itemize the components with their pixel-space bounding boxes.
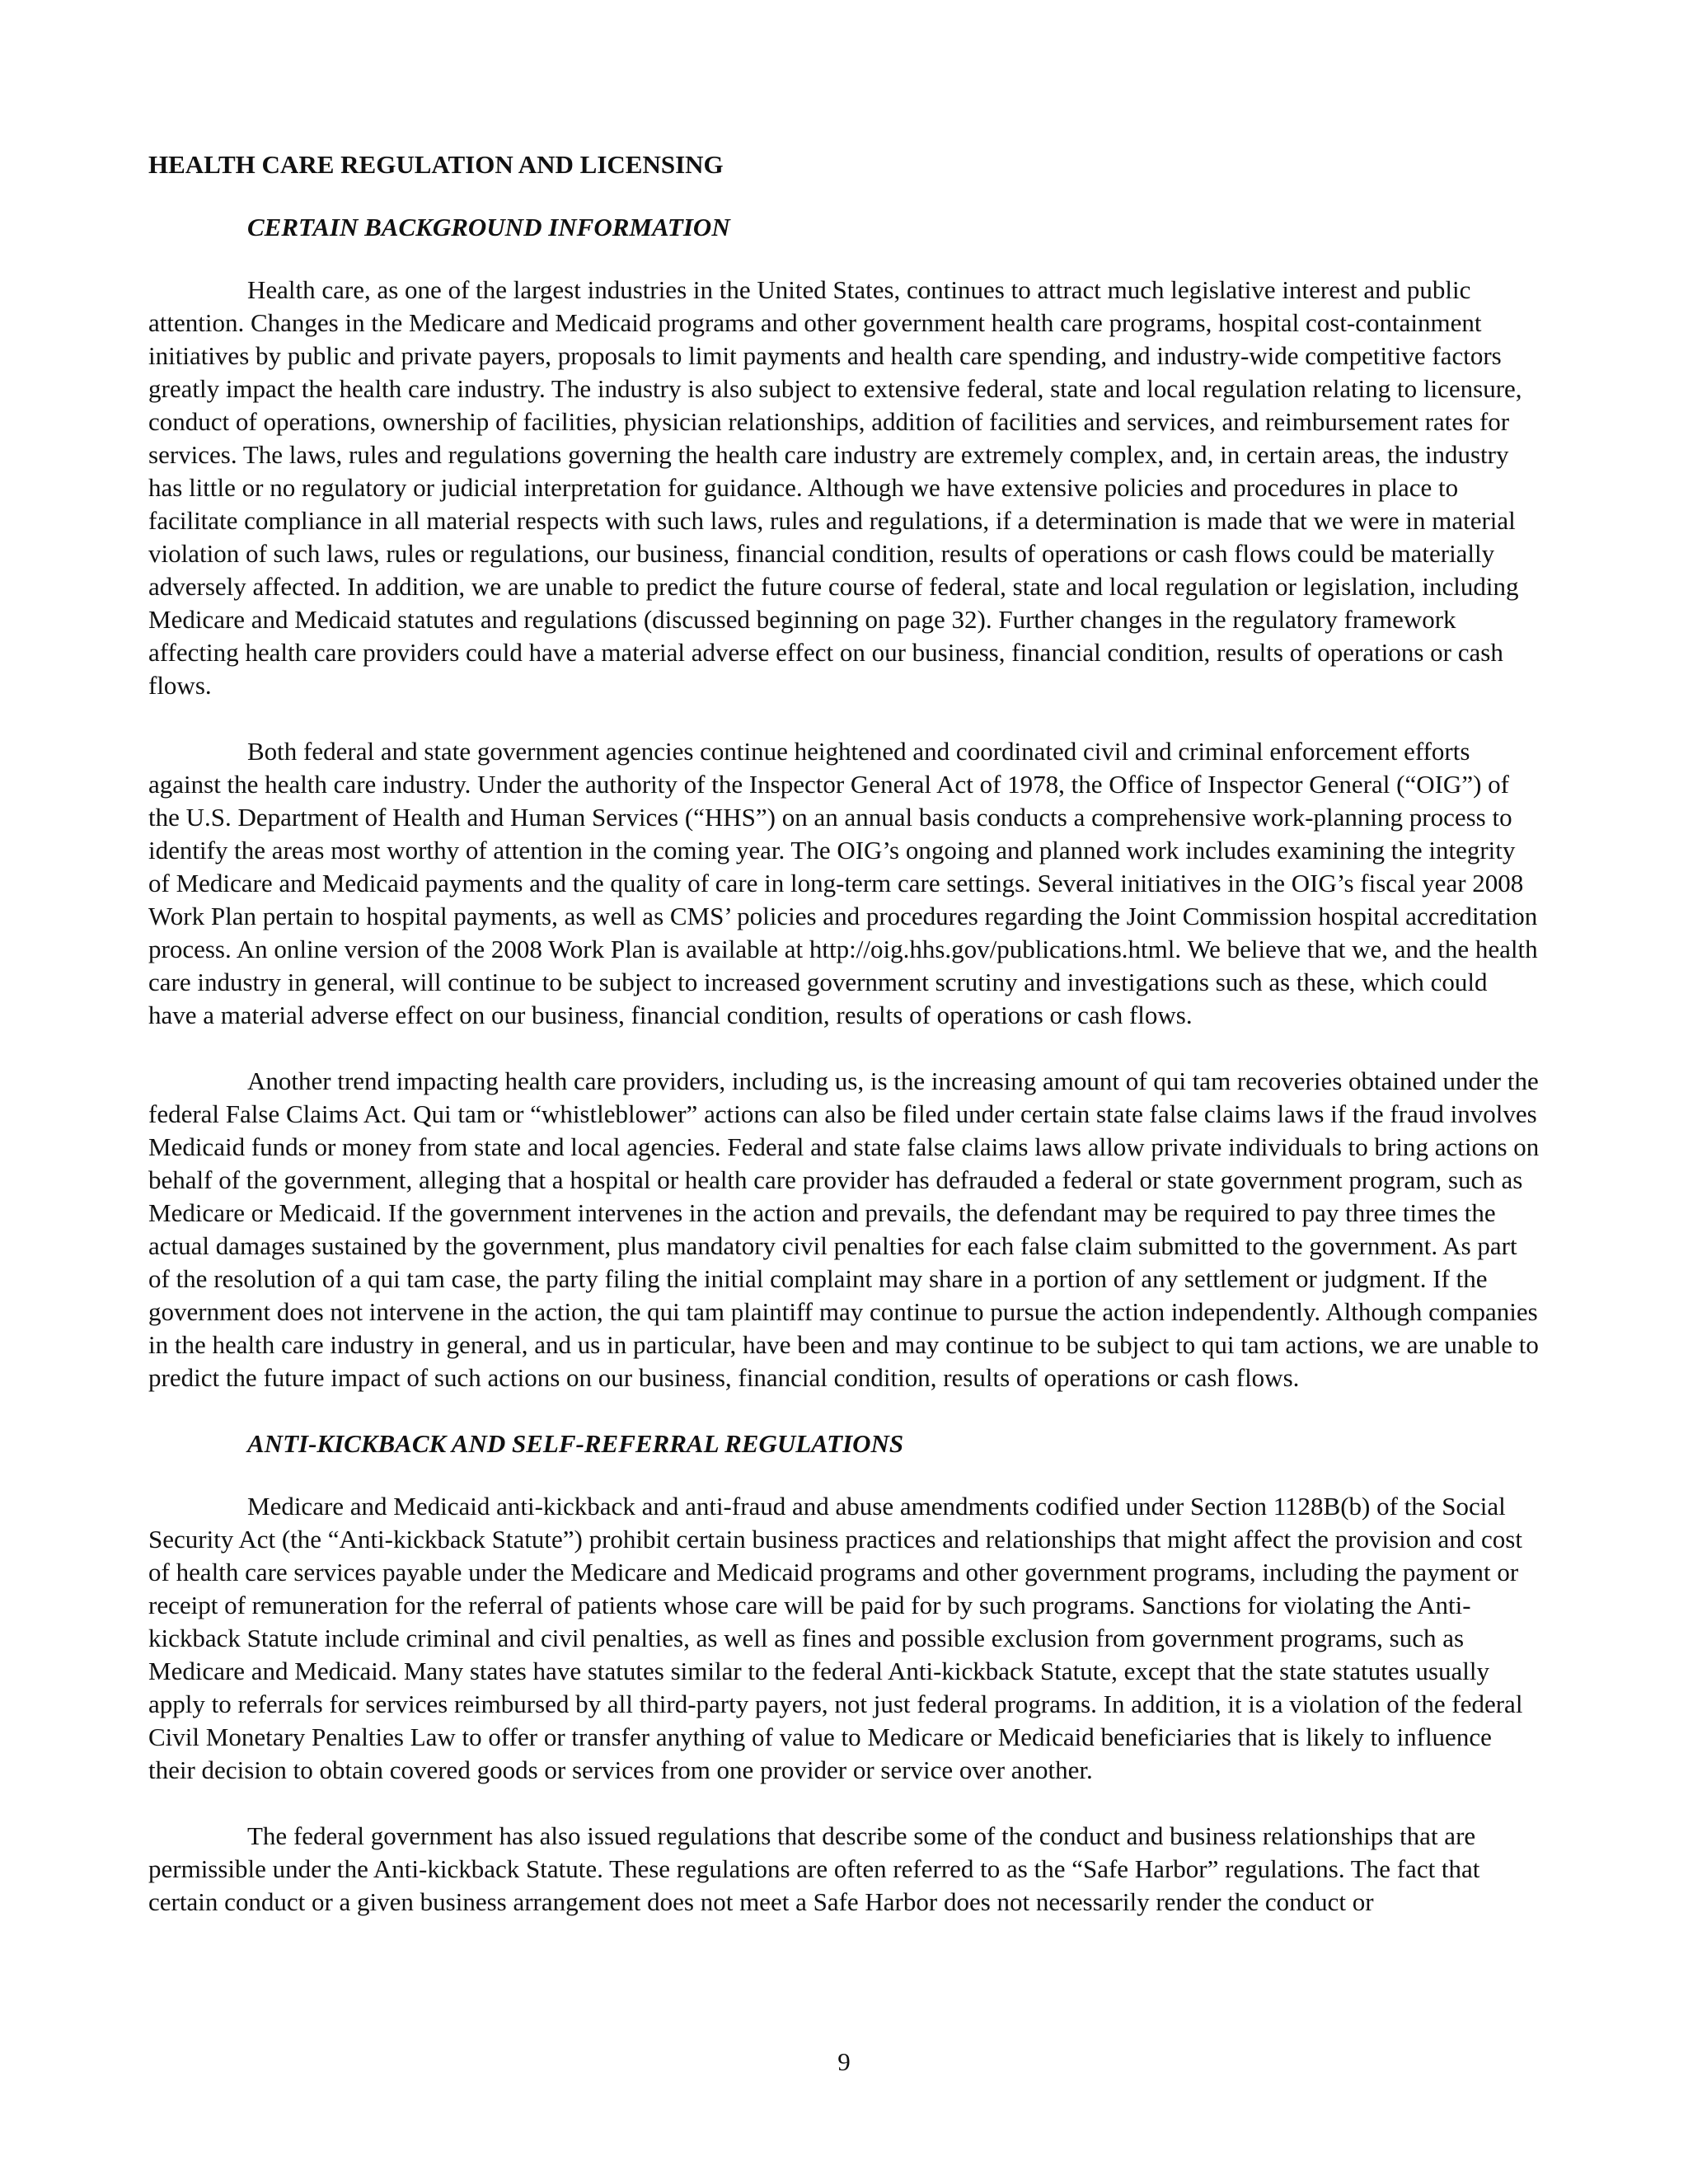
paragraph-anti-kickback-1: Medicare and Medicaid anti-kickback and anti-fraud and abuse amendments codified under Section 1128B(b) of the Social Security Act (the “Anti-kickback Statute”) prohibit certain business practices and relationships that might affect the provision and cost of health care services payable under the Medicare and Medicaid programs and other government programs, including the payment or receipt of remuneration for the referral of patients whose care will be paid for by such programs. Sanctions for violating the Anti-kickback Statute include criminal and civil penalties, as well as fines and possible exclusion from government programs, such as Medicare and Medicaid. Many states have statutes similar to the federal Anti-kickback Statute, except that the state statutes usually apply to referrals for services reimbursed by all third-party payers, not just federal programs. In addition, it is a violation of the federal Civil Monetary Penalties Law to offer or transfer anything of value to Medicare or Medicaid beneficiaries that is likely to influence their decision to obtain covered goods or services from one provider or service over another.: [148, 1492, 1523, 1784]
main-heading: HEALTH CARE REGULATION AND LICENSING: [148, 150, 724, 179]
page-number: 9: [837, 2047, 851, 2076]
document-page: [148, 148, 1541, 1919]
paragraph-background-1: Health care, as one of the largest industries in the United States, continues to attract much legislative interest and public attention. Changes in the Medicare and Medicaid programs and other government health care programs, hospital cost-containment initiatives by public and private payers, proposals to limit payments and health care spending, and industry-wide competitive factors greatly impact the health care industry. The industry is also subject to extensive federal, state and local regulation relating to licensure, conduct of operations, ownership of facilities, physician relationships, addition of facilities and services, and reimbursement rates for services. The laws, rules and regulations governing the health care industry are extremely complex, and, in certain areas, the industry has little or no regulatory or judicial interpretation for guidance. Although we have extensive policies and procedures in place to facilitate compliance in all material respects with such laws, rules and regulations, if a determination is made that we were in material violation of such laws, rules or regulations, our business, financial condition, results of operations or cash flows could be materially adversely affected. In addition, we are unable to predict the future course of federal, state and local regulation or legislation, including Medicare and Medicaid statutes and regulations (discussed beginning on page 32). Further changes in the regulatory framework affecting health care providers could have a material adverse effect on our business, financial condition, results of operations or cash flows.: [148, 275, 1522, 700]
paragraph-background-3: Another trend impacting health care providers, including us, is the increasing amount of qui tam recoveries obtained under the federal False Claims Act. Qui tam or “whistleblower” actions can also be filed under certain state false claims laws if the fraud involves Medicaid funds or money from state and local agencies. Federal and state false claims laws allow private individuals to bring actions on behalf of the government, alleging that a hospital or health care provider has defrauded a federal or state government program, such as Medicare or Medicaid. If the government intervenes in the action and prevails, the defendant may be required to pay three times the actual damages sustained by the government, plus mandatory civil penalties for each false claim submitted to the government. As part of the resolution of a qui tam case, the party filing the initial complaint may share in a portion of any settlement or judgment. If the government does not intervene in the action, the qui tam plaintiff may continue to pursue the action independently. Although companies in the health care industry in general, and us in particular, have been and may continue to be subject to qui tam actions, we are unable to predict the future impact of such actions on our business, financial condition, results of operations or cash flows.: [148, 1066, 1540, 1392]
paragraph-background-2: Both federal and state government agencies continue heightened and coordinated civil and criminal enforcement efforts against the health care industry. Under the authority of the Inspector General Act of 1978, the Office of Inspector General (“OIG”) of the U.S. Department of Health and Human Services (“HHS”) on an annual basis conducts a comprehensive work-planning process to identify the areas most worthy of attention in the coming year. The OIG’s ongoing and planned work includes examining the integrity of Medicare and Medicaid payments and the quality of care in long-term care settings. Several initiatives in the OIG’s fiscal year 2008 Work Plan pertain to hospital payments, as well as CMS’ policies and procedures regarding the Joint Commission hospital accreditation process. An online version of the 2008 Work Plan is available at http://oig.hhs.gov/publications.html. We believe that we, and the health care industry in general, will continue to be subject to increased government scrutiny and investigations such as these, which could have a material adverse effect on our business, financial condition, results of operations or cash flows.: [148, 737, 1538, 1029]
section-heading-background: CERTAIN BACKGROUND INFORMATION: [247, 213, 730, 241]
paragraph-anti-kickback-2: The federal government has also issued regulations that describe some of the conduct and business relationships that are permissible under the Anti-kickback Statute. These regulations are often referred to as the “Safe Harbor” regulations. The fact that certain conduct or a given business arrangement does not meet a Safe Harbor does not necessarily render the conduct or: [148, 1821, 1480, 1916]
section-heading-anti-kickback: ANTI-KICKBACK AND SELF-REFERRAL REGULATIONS: [247, 1429, 904, 1458]
